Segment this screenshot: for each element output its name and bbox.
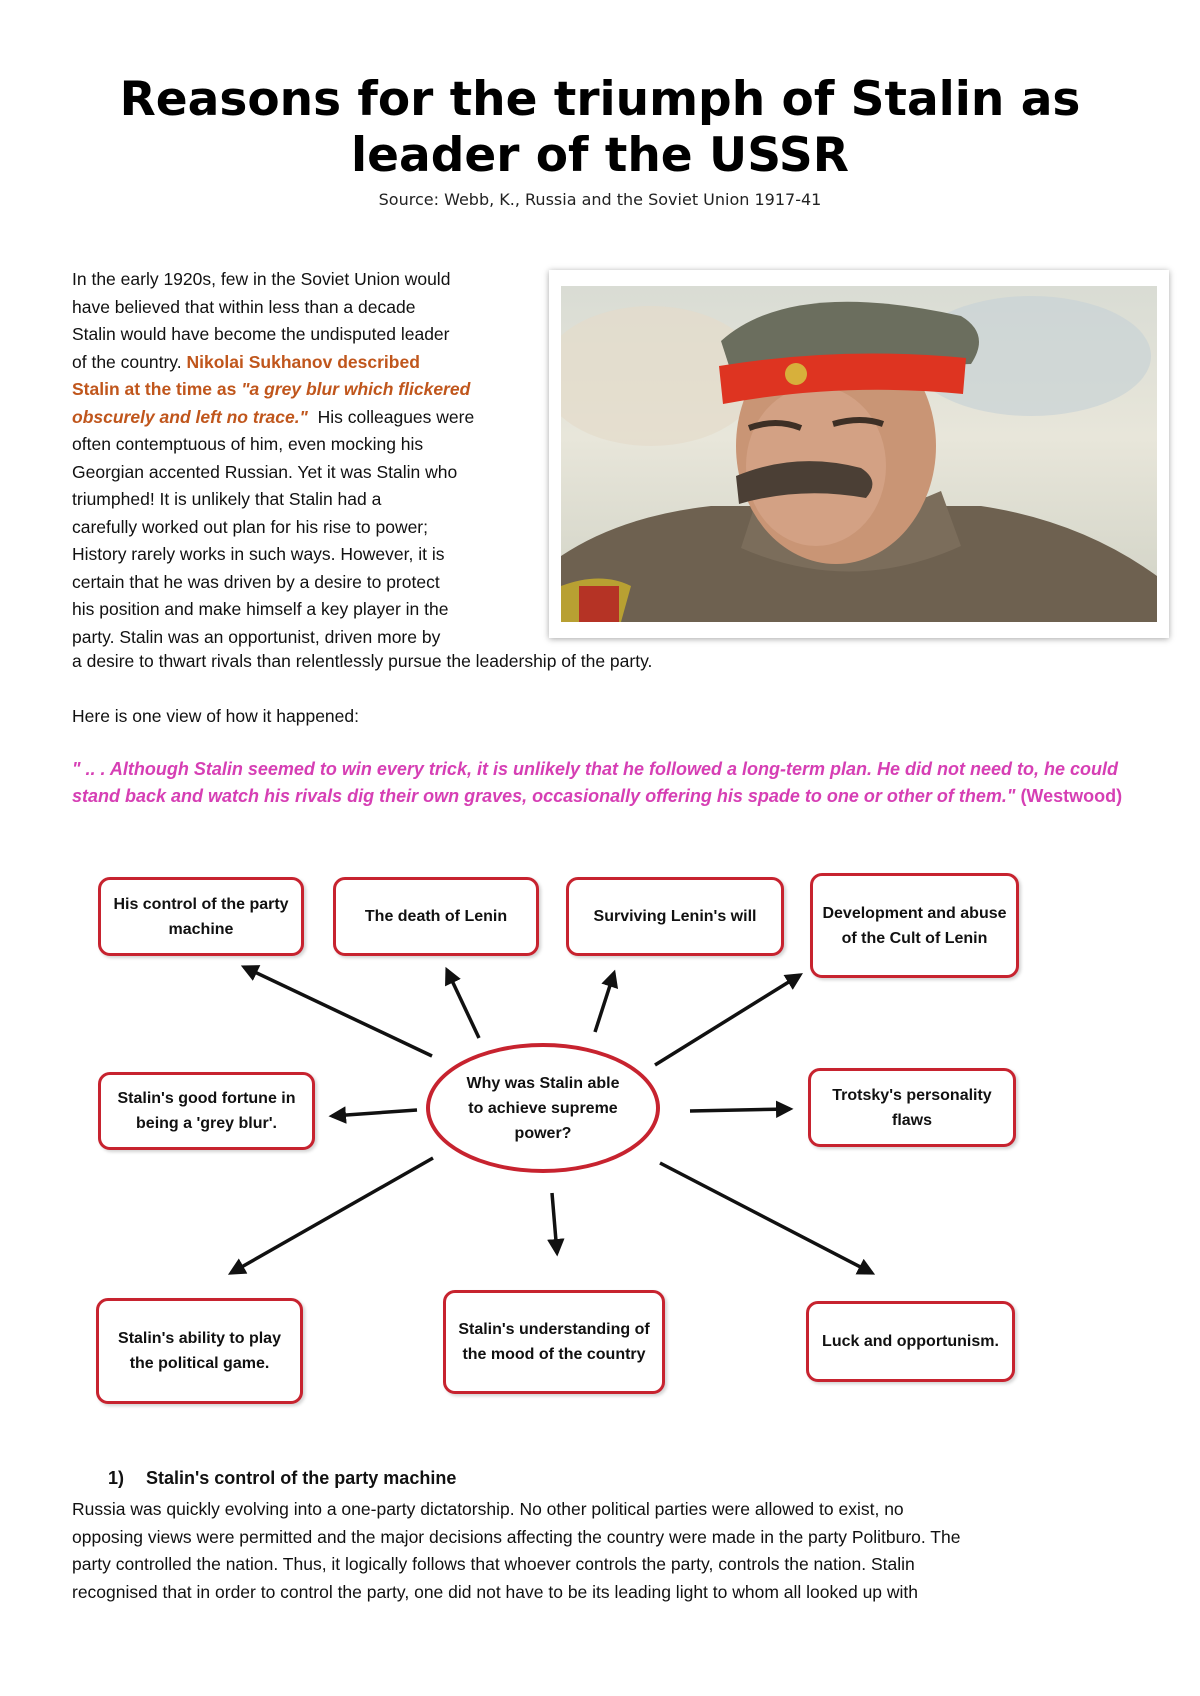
spider-diagram	[0, 860, 1200, 1420]
sukhanov-quote: "a grey blur which flickered	[241, 379, 471, 399]
central-question: Why was Stalin able to achieve supreme power?	[426, 1043, 660, 1173]
stalin-portrait	[561, 286, 1157, 622]
reason-box-mood-of-country: Stalin's understanding of the mood of the country	[443, 1290, 665, 1394]
reason-box-political-game: Stalin's ability to play the political game.	[96, 1298, 303, 1404]
intro-line	[72, 404, 532, 432]
intro-text: of the country.	[72, 351, 182, 372]
body-line: Russia was quickly evolving into a one-party dictatorship. No other political parties were allowed to exist, no	[72, 1499, 904, 1519]
arrow	[690, 1109, 790, 1111]
source-line: Source: Webb, K., Russia and the Soviet Union 1917-41	[378, 190, 822, 209]
arrow	[231, 1158, 433, 1273]
body-line: opposing views were permitted and the major decisions affecting the country were made in the party Politburo. The	[72, 1526, 961, 1547]
intro-line: certain that he was driven by a desire to protect	[72, 571, 440, 592]
intro-paragraph	[72, 266, 532, 651]
arrow	[447, 970, 479, 1038]
section-number: 1)	[108, 1468, 125, 1488]
intro-line: his position and make himself a key player in the	[72, 599, 449, 619]
intro-line: have believed that within less than a decade	[72, 296, 416, 317]
reason-box-luck-opportunism: Luck and opportunism.	[806, 1301, 1015, 1382]
body-line: recognised that in order to control the party, one did not have to be its leading light to whom all looked up with	[72, 1581, 919, 1602]
intro-line	[72, 349, 532, 377]
section-heading	[108, 1468, 456, 1489]
reason-box-lenins-will: Surviving Lenin's will	[566, 877, 784, 956]
reason-box-grey-blur: Stalin's good fortune in being a 'grey blur'.	[98, 1072, 315, 1150]
reason-box-trotsky-flaws: Trotsky's personality flaws	[808, 1068, 1016, 1147]
reason-box-party-machine: His control of the party machine	[98, 877, 304, 956]
westwood-quote	[72, 756, 1132, 810]
intro-line: triumphed! It is unlikely that Stalin had a	[72, 489, 382, 509]
intro-line: History rarely works in such ways. However, it is	[72, 544, 445, 564]
body-line: party controlled the nation. Thus, it logically follows that whoever controls the party, controls the nation. Stalin	[72, 1554, 915, 1574]
westwood-quote-text: " .. . Although Stalin seemed to win every trick, it is unlikely that he followed a long-term plan. He did not need to, he could stand back and watch his rivals dig their own graves, occasionally offering his spade to one or other of them."	[72, 759, 1118, 806]
portrait-illustration	[561, 286, 1157, 622]
intro-line	[72, 376, 532, 404]
intro-text: His colleagues were	[317, 406, 475, 427]
section-body	[72, 1496, 1142, 1606]
intro-line: Georgian accented Russian. Yet it was Stalin who	[72, 461, 458, 482]
reason-box-death-of-lenin: The death of Lenin	[333, 877, 539, 956]
arrow	[244, 967, 432, 1056]
page-title: Reasons for the triumph of Stalin as leader of the USSR	[119, 72, 1081, 183]
arrow	[655, 975, 800, 1065]
intro-line: often contemptuous of him, even mocking his	[72, 434, 424, 454]
westwood-attribution: (Westwood)	[1020, 786, 1123, 806]
sukhanov-text: Stalin at the time as	[72, 379, 242, 399]
sukhanov-text: Nikolai Sukhanov described	[186, 351, 420, 372]
intro-line: a desire to thwart rivals than relentlessly pursue the leadership of the party.	[72, 651, 653, 671]
section-title: Stalin's control of the party machine	[146, 1468, 457, 1488]
arrow	[660, 1163, 872, 1273]
arrow	[332, 1110, 417, 1116]
portrait-frame	[549, 270, 1169, 638]
intro-line: carefully worked out plan for his rise to power;	[72, 516, 428, 537]
arrow	[595, 973, 614, 1032]
intro-line: party. Stalin was an opportunist, driven more by	[72, 626, 441, 647]
intro-view-line: Here is one view of how it happened:	[72, 706, 359, 726]
intro-line: Stalin would have become the undisputed leader	[72, 324, 450, 344]
intro-line: In the early 1920s, few in the Soviet Union would	[72, 269, 451, 289]
sukhanov-quote: obscurely and left no trace."	[72, 406, 308, 427]
reason-box-cult-of-lenin: Development and abuse of the Cult of Lenin	[810, 873, 1019, 978]
arrow	[552, 1193, 557, 1253]
